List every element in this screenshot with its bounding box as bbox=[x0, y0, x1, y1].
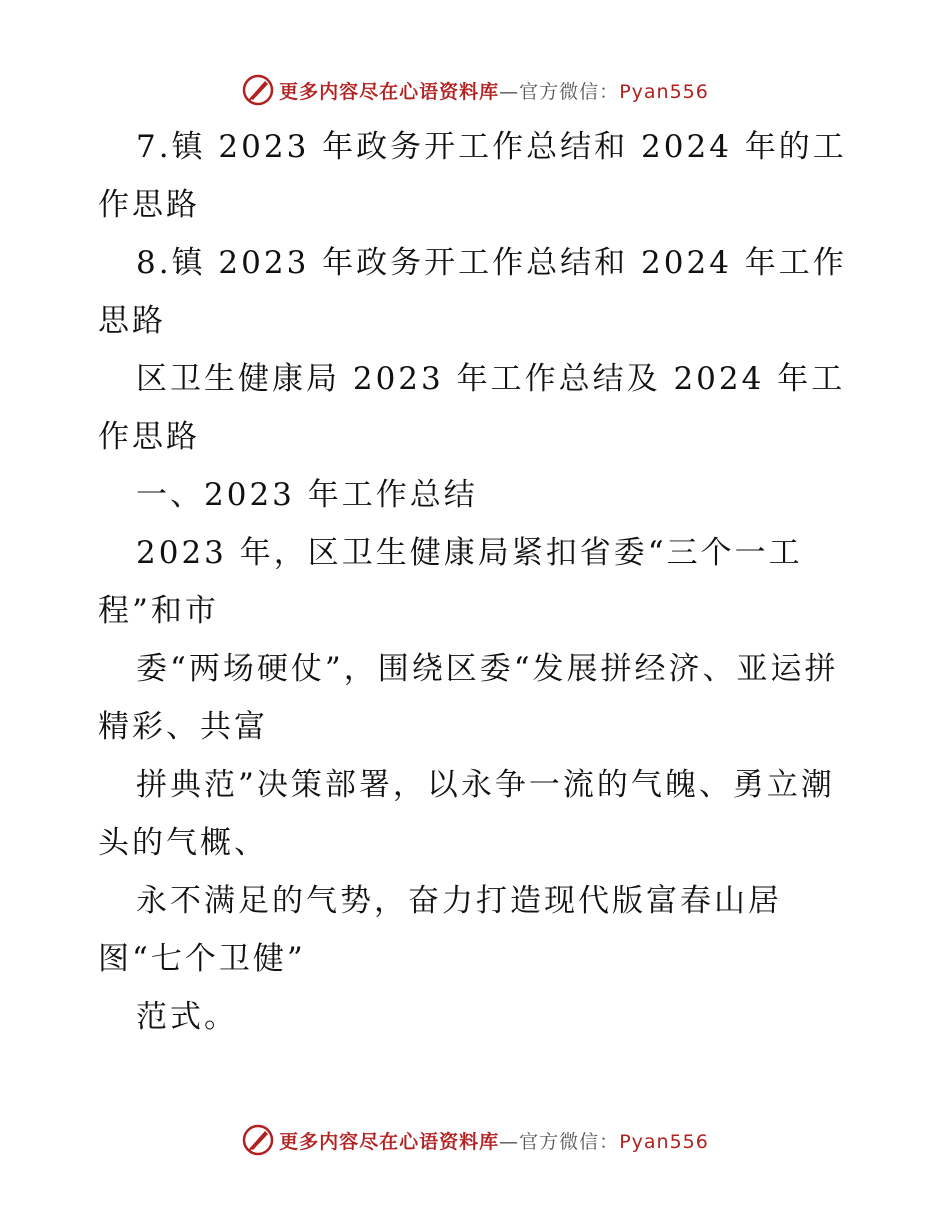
paragraph-4: 一、2023 年工作总结 bbox=[136, 477, 478, 513]
quill-pen-logo-icon bbox=[241, 1123, 275, 1157]
paragraph-6: 委“两场硬仗”，围绕区委“发展拼经济、亚运拼精彩、共富 bbox=[98, 651, 839, 745]
paragraph-7: 拼典范”决策部署，以永争一流的气魄、勇立潮头的气概、 bbox=[98, 767, 835, 861]
footer-banner bbox=[0, 1120, 950, 1160]
paragraph-3: 区卫生健康局 2023 年工作总结及 2024 年工作思路 bbox=[98, 361, 846, 455]
paragraph-1: 7.镇 2023 年政务开工作总结和 2024 年的工作思路 bbox=[98, 129, 847, 223]
footer-banner-handle: Pyan556 bbox=[619, 1130, 709, 1153]
document-body bbox=[98, 118, 858, 1046]
footer-banner-label: 官方微信： bbox=[519, 1130, 620, 1153]
header-banner-dash: — bbox=[499, 80, 520, 103]
header-banner-label: 官方微信： bbox=[519, 80, 620, 103]
footer-banner-dash: — bbox=[499, 1130, 520, 1153]
footer-banner-title: 更多内容尽在心语资料库 bbox=[279, 1130, 500, 1153]
header-banner bbox=[0, 70, 950, 110]
paragraph-5: 2023 年，区卫生健康局紧扣省委“三个一工程”和市 bbox=[98, 535, 803, 629]
quill-pen-logo-icon bbox=[241, 73, 275, 107]
header-banner-handle: Pyan556 bbox=[619, 80, 709, 103]
paragraph-8: 永不满足的气势，奋力打造现代版富春山居图“七个卫健” bbox=[98, 883, 782, 977]
header-banner-title: 更多内容尽在心语资料库 bbox=[279, 80, 500, 103]
header-banner-text bbox=[279, 77, 709, 104]
paragraph-9: 范式。 bbox=[136, 999, 238, 1035]
paragraph-2: 8.镇 2023 年政务开工作总结和 2024 年工作思路 bbox=[98, 245, 847, 339]
footer-banner-text bbox=[279, 1127, 709, 1154]
